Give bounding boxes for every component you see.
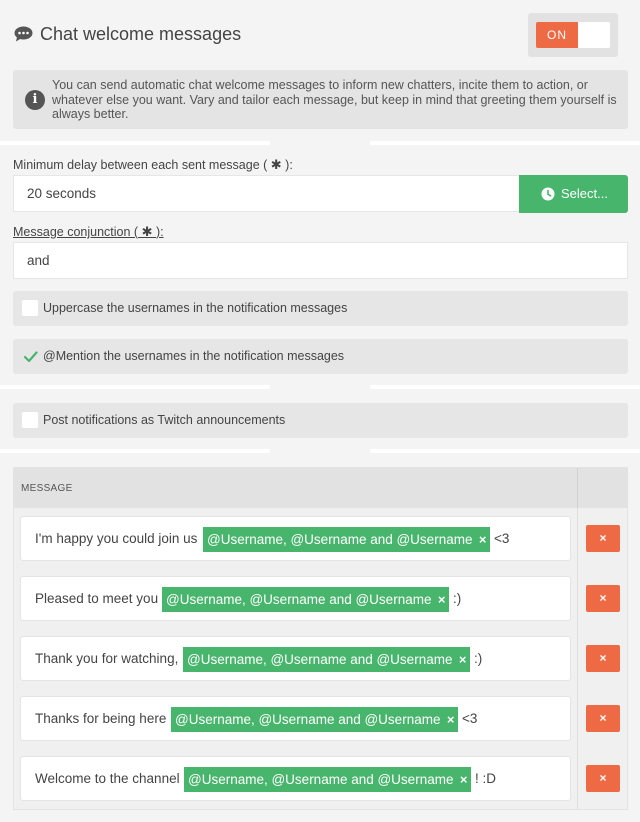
enable-toggle[interactable] [528, 13, 618, 57]
message-suffix: ! :D [475, 771, 497, 786]
message-text: Pleased to meet you [35, 591, 159, 606]
checkmark-icon[interactable] [23, 349, 38, 364]
info-text: You can send automatic chat welcome messages to inform new chatters, incite them to action, or whatever else you want. Vary and tailor each message, but keep in mind that greeting them yourself is always better. [52, 78, 617, 121]
toggle-off-area[interactable] [578, 22, 610, 48]
uppercase-checkbox[interactable] [22, 300, 38, 316]
username-chip[interactable] [203, 527, 490, 552]
delete-message-button[interactable]: × [586, 585, 620, 612]
chip-text: @Username, @Username and @Username [187, 652, 453, 667]
page-header [0, 0, 640, 70]
info-box [13, 70, 628, 129]
delete-message-button[interactable]: × [586, 765, 620, 792]
delay-label-end: ): [285, 158, 293, 172]
delete-message-button[interactable]: × [586, 525, 620, 552]
column-divider [577, 468, 578, 508]
chip-text: @Username, @Username and @Username [175, 712, 441, 727]
separator [0, 449, 270, 453]
separator [0, 385, 270, 389]
message-text: I'm happy you could join us [35, 531, 198, 546]
delay-label [13, 157, 293, 173]
toggle-on-label[interactable]: ON [536, 22, 578, 48]
message-column-header: MESSAGE [21, 483, 73, 494]
username-chip[interactable] [162, 587, 449, 612]
message-text: Thank you for watching, [35, 651, 179, 666]
separator [370, 385, 640, 389]
page-title: Chat welcome messages [40, 24, 242, 44]
conjunction-label-end: ): [155, 225, 164, 239]
message-text: Welcome to the channel [35, 771, 180, 786]
separator [370, 141, 640, 145]
chat-bubble-icon [14, 26, 33, 42]
announcements-label: Post notifications as Twitch announcements [43, 413, 286, 427]
chip-text: @Username, @Username and @Username [166, 592, 432, 607]
message-suffix: <3 [462, 711, 478, 726]
message-row[interactable] [20, 576, 571, 621]
uppercase-option[interactable] [13, 291, 628, 326]
required-icon: ✱ [270, 157, 282, 172]
mention-option[interactable] [13, 339, 628, 374]
username-chip[interactable] [183, 647, 470, 672]
username-chip[interactable] [184, 767, 471, 792]
chip-remove-icon[interactable]: × [458, 652, 467, 667]
required-icon: ✱ [141, 224, 153, 239]
message-row[interactable] [20, 516, 571, 561]
chip-text: @Username, @Username and @Username [188, 772, 454, 787]
message-suffix: <3 [494, 531, 510, 546]
separator [0, 141, 270, 145]
message-row[interactable] [20, 696, 571, 741]
clock-icon [541, 187, 555, 201]
delay-input[interactable]: 20 seconds [13, 175, 520, 212]
select-delay-button[interactable] [519, 175, 628, 213]
message-row[interactable] [20, 636, 571, 681]
chip-remove-icon[interactable]: × [446, 712, 455, 727]
conjunction-label-text: Message conjunction ( [13, 225, 139, 239]
message-suffix: :) [474, 651, 483, 666]
chip-remove-icon[interactable]: × [459, 772, 468, 787]
column-divider [577, 508, 578, 809]
announcements-option[interactable] [13, 403, 628, 438]
chip-remove-icon[interactable]: × [437, 592, 446, 607]
mention-label: @Mention the usernames in the notification messages [43, 349, 345, 363]
table-header [14, 468, 627, 508]
conjunction-label [13, 224, 164, 240]
message-text: Thanks for being here [35, 711, 167, 726]
conjunction-input[interactable]: and [13, 242, 628, 279]
select-button-label: Select... [561, 186, 608, 201]
uppercase-label: Uppercase the usernames in the notification messages [43, 301, 348, 315]
chip-text: @Username, @Username and @Username [207, 532, 473, 547]
message-row[interactable] [20, 756, 571, 801]
announcements-checkbox[interactable] [22, 412, 38, 428]
messages-table [13, 467, 628, 810]
delete-message-button[interactable]: × [586, 705, 620, 732]
chip-remove-icon[interactable]: × [478, 532, 487, 547]
username-chip[interactable] [171, 707, 458, 732]
info-icon: i [25, 90, 45, 110]
separator [370, 449, 640, 453]
delay-label-text: Minimum delay between each sent message ( [13, 158, 268, 172]
delete-message-button[interactable]: × [586, 645, 620, 672]
message-suffix: :) [453, 591, 462, 606]
